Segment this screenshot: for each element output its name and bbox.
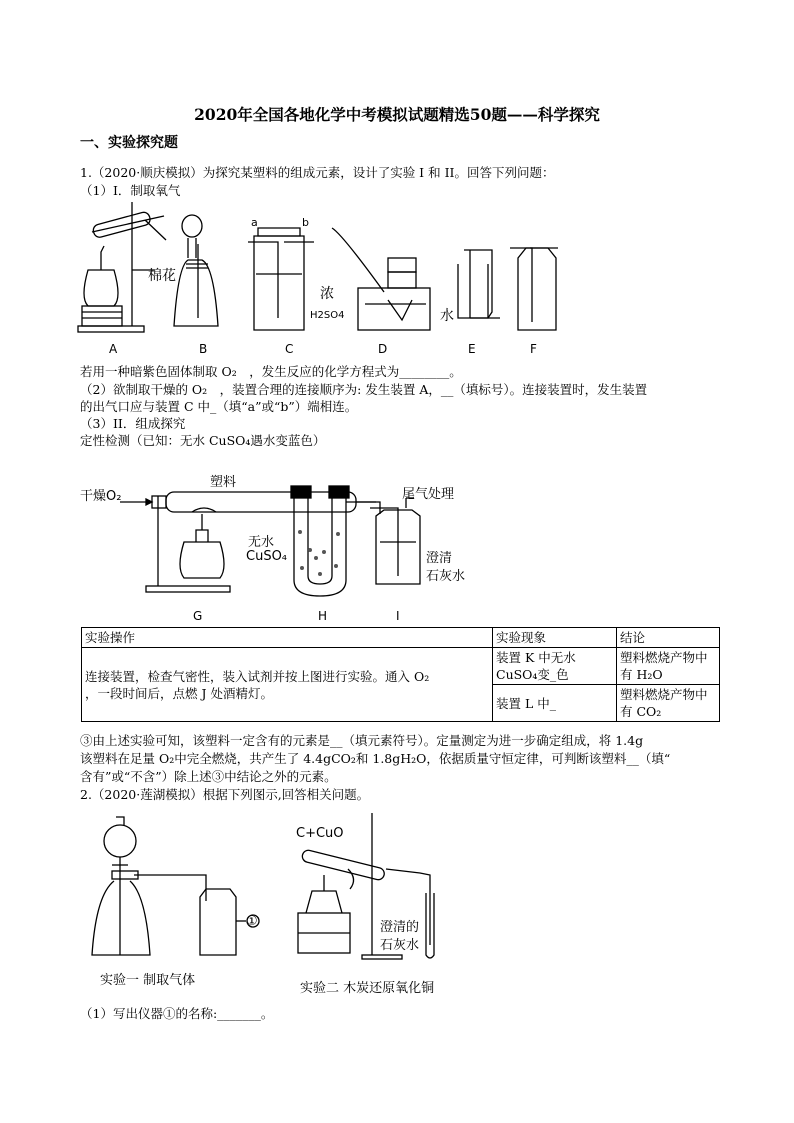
operation-text-2: ，一段时间后，点燃 J 处酒精灯。 — [85, 685, 273, 701]
q1-line-d3: 含有”或“不含”）除上述③中结论之外的元素。 — [80, 769, 337, 784]
operation-text-1: 连接装置，检查气密性，装入试剂并按上图进行实验。通入 O₂ — [85, 668, 430, 684]
caption-experiment-2: 实验二 木炭还原氧化铜 — [300, 981, 435, 996]
header-conclusion: 结论 — [617, 628, 720, 648]
clear-lime-label: 澄清的 — [380, 920, 420, 935]
phenomenon-1a: 装置 K 中无水 — [496, 650, 576, 665]
anhydrous-label: 无水 — [248, 535, 275, 550]
q1-line-c: 定性检测（已知：无水 CuSO₄遇水变蓝色） — [80, 433, 326, 448]
table-row — [82, 648, 720, 685]
plastic-label: 塑料 — [210, 475, 237, 490]
q1-line-b2: 的出气口应与装置 C 中_（填“a”或“b”）端相连。 — [80, 399, 358, 414]
apparatus-figure-3 — [90, 805, 470, 965]
letter-f: F — [530, 342, 537, 356]
circle-one-label: ① — [246, 914, 258, 929]
water-label: 水 — [440, 308, 454, 324]
conclusion-1a: 塑料燃烧产物中 — [620, 650, 708, 665]
exhaust-label: 尾气处理 — [402, 487, 455, 502]
conclusion-1b: 有 H₂O — [620, 667, 663, 682]
clear-label: 澄清 — [426, 551, 453, 566]
letter-d: D — [378, 342, 388, 356]
q1-part1: （1）I．制取氧气 — [80, 183, 181, 198]
conclusion-2b: 有 CO₂ — [620, 704, 662, 719]
table-header-row — [82, 628, 720, 648]
letter-h: H — [318, 609, 328, 623]
dry-o2-label: 干燥O₂ — [80, 489, 122, 504]
cuso4-label: CuSO₄ — [246, 549, 288, 564]
experiment-table — [81, 627, 720, 722]
q1-intro: 1.（2020·顺庆模拟）为探究某塑料的组成元素，设计了实验 I 和 II。回答下列问题： — [80, 165, 555, 180]
letter-b: B — [199, 342, 208, 356]
q1-line-d2: 该塑料在足量 O₂中完全燃烧，共产生了 4.4gCO₂和 1.8gH₂O，依据质量守恒定律，可判断该塑料__（填“ — [80, 751, 671, 766]
conc-label: 浓 — [320, 286, 334, 302]
phenomenon-cell-1 — [493, 648, 617, 685]
letter-e: E — [468, 342, 476, 356]
operation-cell — [82, 648, 493, 722]
q1-line-b1: （2）欲制取干燥的 O₂ ，装置合理的连接顺序为: 发生装置 A，__（填标号）。连接装置时，发生装置 — [80, 382, 648, 397]
q1-line-d1: ③由上述实验可知，该塑料一定含有的元素是__（填元素符号）。定量测定为进一步确定组成，将 1.4g — [80, 733, 644, 748]
cotton-label: 棉花 — [148, 268, 176, 284]
q2-intro: 2.（2020·莲湖模拟）根据下列图示,回答相关问题。 — [80, 787, 370, 802]
phenomenon-1b: CuSO₄变_色 — [496, 667, 569, 682]
phenomenon-cell-2: 装置 L 中_ — [493, 685, 617, 722]
conclusion-cell-1 — [617, 648, 720, 685]
q2-sub1: （1）写出仪器①的名称:_______。 — [80, 1006, 274, 1021]
q1-part3: （3）II．组成探究 — [80, 416, 186, 431]
port-b-label: b — [302, 216, 309, 229]
page-title: 2020年全国各地化学中考模拟试题精选50题——科学探究 — [194, 105, 600, 124]
letter-a: A — [109, 342, 118, 356]
header-operation: 实验操作 — [82, 628, 493, 648]
caption-experiment-1: 实验一 制取气体 — [100, 973, 196, 988]
header-phenomenon: 实验现象 — [493, 628, 617, 648]
section-heading: 一、实验探究题 — [80, 135, 178, 151]
lime-water-label: 石灰水 — [380, 938, 420, 953]
letter-i: I — [396, 609, 400, 623]
c-cuo-label: C+CuO — [296, 826, 344, 841]
letter-g: G — [193, 609, 203, 623]
port-a-label: a — [251, 216, 258, 229]
conclusion-2a: 塑料燃烧产物中 — [620, 687, 708, 702]
lime-label: 石灰水 — [426, 569, 466, 584]
conclusion-cell-2 — [617, 685, 720, 722]
apparatus-figure-1 — [70, 200, 570, 360]
q1-line-a: 若用一种暗紫色固体制取 O₂ ，发生反应的化学方程式为________。 — [80, 364, 462, 379]
apparatus-figure-2 — [80, 472, 480, 602]
h2so4-label: H2SO4 — [310, 310, 345, 321]
letter-c: C — [285, 342, 294, 356]
